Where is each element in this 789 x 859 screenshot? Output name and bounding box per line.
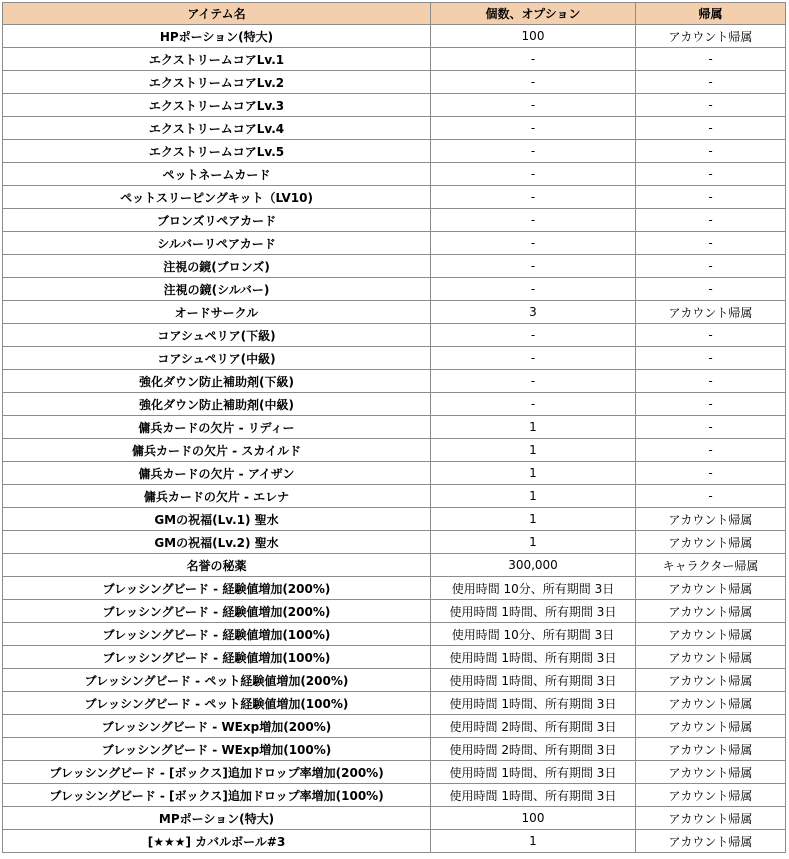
item-name-cell: ブレッシングビード - [ボックス]追加ドロップ率増加(100%): [3, 784, 431, 807]
item-name-cell: エクストリームコアLv.5: [3, 140, 431, 163]
item-name-cell: シルバーリペアカード: [3, 232, 431, 255]
binding-cell: アカウント帰属: [636, 692, 786, 715]
quantity-option-cell: -: [431, 255, 636, 278]
binding-cell: アカウント帰属: [636, 600, 786, 623]
binding-cell: -: [636, 347, 786, 370]
quantity-option-cell: 1: [431, 508, 636, 531]
binding-cell: -: [636, 186, 786, 209]
quantity-option-cell: 使用時間 1時間、所有期間 3日: [431, 761, 636, 784]
binding-cell: -: [636, 462, 786, 485]
binding-cell: -: [636, 117, 786, 140]
binding-cell: アカウント帰属: [636, 301, 786, 324]
binding-cell: -: [636, 370, 786, 393]
binding-cell: アカウント帰属: [636, 25, 786, 48]
table-row: [3, 163, 786, 186]
table-row: [3, 577, 786, 600]
quantity-option-cell: -: [431, 347, 636, 370]
binding-cell: アカウント帰属: [636, 577, 786, 600]
item-name-cell: 傭兵カードの欠片 - スカイルド: [3, 439, 431, 462]
item-name-cell: 注視の鏡(ブロンズ): [3, 255, 431, 278]
quantity-option-cell: 1: [431, 830, 636, 853]
binding-cell: アカウント帰属: [636, 508, 786, 531]
table-row: [3, 692, 786, 715]
item-name-cell: 傭兵カードの欠片 - エレナ: [3, 485, 431, 508]
table-row: [3, 807, 786, 830]
binding-cell: -: [636, 485, 786, 508]
item-name-cell: エクストリームコアLv.3: [3, 94, 431, 117]
table-row: [3, 186, 786, 209]
item-name-cell: MPポーション(特大): [3, 807, 431, 830]
item-name-cell: オードサークル: [3, 301, 431, 324]
item-name-cell: 傭兵カードの欠片 - リディー: [3, 416, 431, 439]
quantity-option-cell: 使用時間 1時間、所有期間 3日: [431, 669, 636, 692]
item-name-cell: 強化ダウン防止補助剤(下級): [3, 370, 431, 393]
table-row: [3, 669, 786, 692]
item-name-cell: エクストリームコアLv.4: [3, 117, 431, 140]
table-row: [3, 347, 786, 370]
table-row: [3, 508, 786, 531]
table-row: [3, 232, 786, 255]
table-row: [3, 393, 786, 416]
binding-cell: アカウント帰属: [636, 830, 786, 853]
table-row: [3, 416, 786, 439]
item-name-cell: 傭兵カードの欠片 - アイザン: [3, 462, 431, 485]
table-row: [3, 485, 786, 508]
item-name-cell: エクストリームコアLv.2: [3, 71, 431, 94]
table-body: [3, 25, 786, 853]
item-name-cell: GMの祝福(Lv.1) 聖水: [3, 508, 431, 531]
table-row: [3, 462, 786, 485]
binding-cell: -: [636, 232, 786, 255]
table-row: [3, 324, 786, 347]
table-row: [3, 623, 786, 646]
item-name-cell: GMの祝福(Lv.2) 聖水: [3, 531, 431, 554]
quantity-option-cell: -: [431, 117, 636, 140]
binding-cell: -: [636, 324, 786, 347]
binding-cell: アカウント帰属: [636, 531, 786, 554]
quantity-option-cell: 使用時間 10分、所有期間 3日: [431, 623, 636, 646]
quantity-option-cell: -: [431, 94, 636, 117]
quantity-option-cell: 100: [431, 807, 636, 830]
quantity-option-cell: -: [431, 186, 636, 209]
item-name-cell: ペットスリーピングキット（LV10): [3, 186, 431, 209]
binding-cell: アカウント帰属: [636, 761, 786, 784]
binding-cell: アカウント帰属: [636, 807, 786, 830]
table-row: [3, 531, 786, 554]
table-row: [3, 646, 786, 669]
quantity-option-cell: 1: [431, 485, 636, 508]
item-name-cell: HPポーション(特大): [3, 25, 431, 48]
quantity-option-cell: 1: [431, 462, 636, 485]
item-name-cell: ブレッシングビード - WExp増加(100%): [3, 738, 431, 761]
table-row: [3, 554, 786, 577]
binding-cell: -: [636, 255, 786, 278]
table-row: [3, 117, 786, 140]
table-row: [3, 278, 786, 301]
table-row: [3, 784, 786, 807]
item-name-cell: 注視の鏡(シルバー): [3, 278, 431, 301]
quantity-option-cell: 使用時間 1時間、所有期間 3日: [431, 692, 636, 715]
table-row: [3, 94, 786, 117]
table-row: [3, 600, 786, 623]
item-name-cell: 名誉の秘薬: [3, 554, 431, 577]
quantity-option-cell: 使用時間 1時間、所有期間 3日: [431, 600, 636, 623]
quantity-option-cell: 300,000: [431, 554, 636, 577]
quantity-option-cell: -: [431, 163, 636, 186]
table-row: [3, 255, 786, 278]
table-row: [3, 301, 786, 324]
binding-cell: -: [636, 71, 786, 94]
item-name-cell: ブレッシングビード - ペット経験値増加(100%): [3, 692, 431, 715]
binding-cell: -: [636, 48, 786, 71]
quantity-option-cell: 使用時間 1時間、所有期間 3日: [431, 646, 636, 669]
binding-cell: -: [636, 393, 786, 416]
item-name-cell: ブレッシングビード - 経験値増加(100%): [3, 646, 431, 669]
quantity-option-cell: -: [431, 324, 636, 347]
quantity-option-cell: -: [431, 140, 636, 163]
item-name-cell: ブレッシングビード - 経験値増加(200%): [3, 577, 431, 600]
item-name-cell: 強化ダウン防止補助剤(中級): [3, 393, 431, 416]
quantity-option-cell: 使用時間 1時間、所有期間 3日: [431, 784, 636, 807]
binding-cell: アカウント帰属: [636, 738, 786, 761]
table-row: [3, 25, 786, 48]
table-row: [3, 209, 786, 232]
item-name-cell: ブレッシングビード - [ボックス]追加ドロップ率増加(200%): [3, 761, 431, 784]
quantity-option-cell: 3: [431, 301, 636, 324]
quantity-option-cell: 1: [431, 439, 636, 462]
table-row: [3, 738, 786, 761]
quantity-option-cell: 使用時間 2時間、所有期間 3日: [431, 738, 636, 761]
item-name-cell: ブロンズリペアカード: [3, 209, 431, 232]
binding-cell: アカウント帰属: [636, 715, 786, 738]
item-name-cell: コアシュペリア(中級): [3, 347, 431, 370]
header-quantity-option: 個数、オプション: [431, 3, 636, 25]
header-item-name: アイテム名: [3, 3, 431, 25]
quantity-option-cell: -: [431, 232, 636, 255]
quantity-option-cell: -: [431, 209, 636, 232]
binding-cell: -: [636, 209, 786, 232]
binding-cell: アカウント帰属: [636, 784, 786, 807]
table-row: [3, 140, 786, 163]
quantity-option-cell: -: [431, 278, 636, 301]
table-row: [3, 370, 786, 393]
table-row: [3, 439, 786, 462]
quantity-option-cell: -: [431, 393, 636, 416]
quantity-option-cell: -: [431, 71, 636, 94]
table-header-row: [3, 3, 786, 25]
header-binding: 帰属: [636, 3, 786, 25]
table-row: [3, 71, 786, 94]
quantity-option-cell: -: [431, 48, 636, 71]
binding-cell: -: [636, 163, 786, 186]
quantity-option-cell: 使用時間 10分、所有期間 3日: [431, 577, 636, 600]
binding-cell: -: [636, 140, 786, 163]
binding-cell: -: [636, 278, 786, 301]
binding-cell: -: [636, 94, 786, 117]
item-name-cell: ブレッシングビード - 経験値増加(200%): [3, 600, 431, 623]
table-row: [3, 830, 786, 853]
quantity-option-cell: 使用時間 2時間、所有期間 3日: [431, 715, 636, 738]
binding-cell: -: [636, 439, 786, 462]
item-table: [2, 2, 786, 853]
table-row: [3, 48, 786, 71]
binding-cell: アカウント帰属: [636, 623, 786, 646]
binding-cell: アカウント帰属: [636, 646, 786, 669]
table-row: [3, 715, 786, 738]
binding-cell: -: [636, 416, 786, 439]
quantity-option-cell: -: [431, 370, 636, 393]
quantity-option-cell: 1: [431, 416, 636, 439]
item-name-cell: ペットネームカード: [3, 163, 431, 186]
item-name-cell: ブレッシングビード - 経験値増加(100%): [3, 623, 431, 646]
item-name-cell: エクストリームコアLv.1: [3, 48, 431, 71]
quantity-option-cell: 1: [431, 531, 636, 554]
item-name-cell: ブレッシングビード - ペット経験値増加(200%): [3, 669, 431, 692]
table-row: [3, 761, 786, 784]
item-name-cell: コアシュペリア(下級): [3, 324, 431, 347]
quantity-option-cell: 100: [431, 25, 636, 48]
item-name-cell: [★★★] カバルボール#3: [3, 830, 431, 853]
binding-cell: キャラクター帰属: [636, 554, 786, 577]
item-name-cell: ブレッシングビード - WExp増加(200%): [3, 715, 431, 738]
binding-cell: アカウント帰属: [636, 669, 786, 692]
